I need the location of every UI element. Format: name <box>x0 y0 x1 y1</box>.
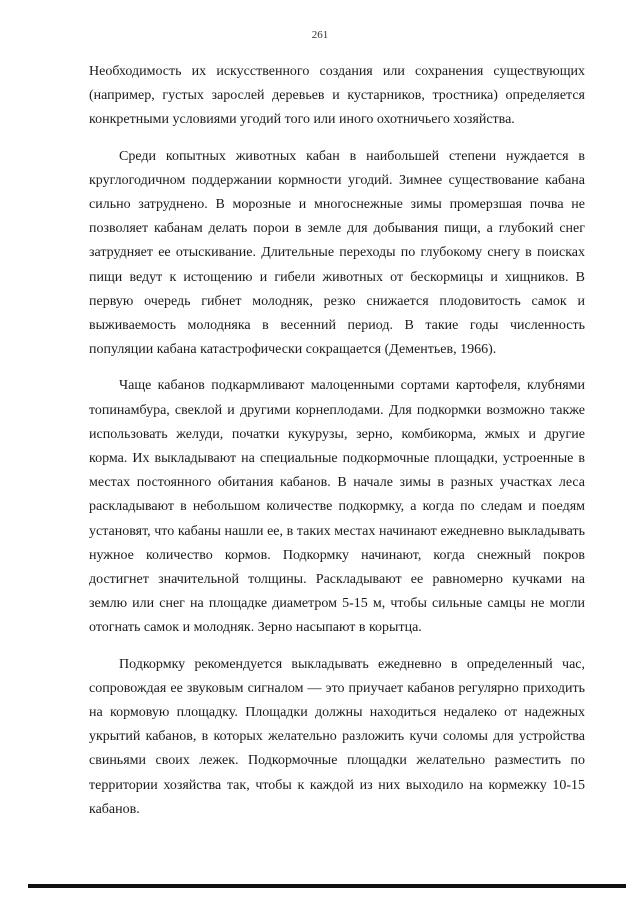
paragraph-continuation: Необходимость их искусственного создания или сохранения существующих (например, густых зарослей деревьев и кустарников, тростника) определяется конкретными условиями угодий того или иного охотничьего хозяйства. <box>89 64 585 128</box>
paragraph-feeding-schedule: Подкормку рекомендуется выкладывать ежедневно в определенный час, сопровождая ее звуковым сигналом — это приучает кабанов регулярно приходить на кормовую площадку. Площадки должны находиться недалеко от надежных укрытий кабанов, в которых желательно разложить кучи соломы для устройства свиньями своих лежек. Подкормочные площадки желательно разместить по территории хозяйства так, чтобы к каждой из них выходило на кормежку 10-15 кабанов. <box>89 656 585 817</box>
document-body <box>89 60 585 822</box>
paragraph-boar-feeding: Чаще кабанов подкармливают малоценными сортами картофеля, клубнями топинамбура, свеклой и другими корнеплодами. Для подкормки возможно также использовать желуди, початки кукурузы, зерно, комбикорма, жмых и другие корма. Их выкладывают на специальные подкормочные площадки, устроенные в местах постоянного обитания кабанов. В начале зимы в разных участках леса раскладывают в небольшом количестве подкормку, а когда по следам и поедям установят, что кабаны нашли ее, в таких местах начинают ежедневно выкладывать нужное количество кормов. Подкормку начинают, когда снежный покров достигнет значительной толщины. Раскладывают ее равномерно кучками на землю или снег на площадке диаметром 5-15 м, чтобы сильные самцы не могли отогнать самок и молодняк. Зерно насыпают в корытца. <box>89 378 585 636</box>
paragraph-boar-winter: Среди копытных животных кабан в наибольшей степени нуждается в круглогодичном поддержании кормности угодий. Зимнее существование кабана сильно затруднено. В морозные и многоснежные зимы промерзшая почва не позволяет кабанам делать порои в земле для добывания пищи, а глубокий снег затрудняет ее отыскивание. Длительные переходы по глубокому снегу в поисках пищи ведут к истощению и гибели животных от бескормицы и хищников. В первую очередь гибнет молодняк, резко снижается плодовитость самок и выживаемость молодняка в весенний период. В такие годы численность популяции кабана катастрофически сокращается (Дементьев, 1966). <box>89 148 585 358</box>
page-number: 261 <box>311 29 329 41</box>
bottom-rule <box>28 884 626 888</box>
